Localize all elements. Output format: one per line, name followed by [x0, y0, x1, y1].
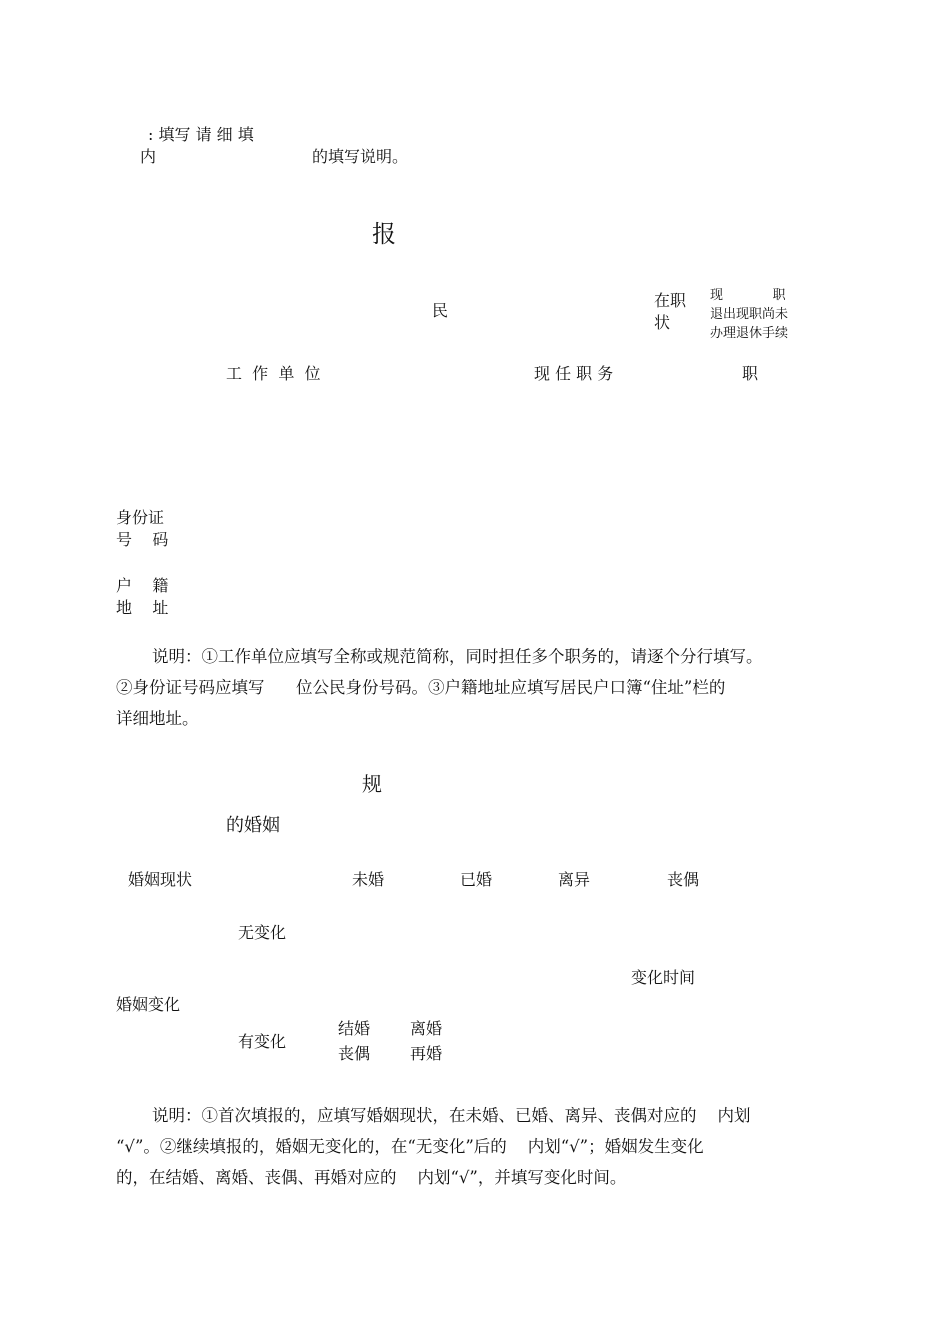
- hukou-label-line-1: 户 籍: [116, 576, 169, 595]
- change-time-label: 变化时间: [631, 968, 696, 987]
- id-label-line-1: 身份证: [116, 508, 165, 527]
- status-married: 已婚: [460, 870, 493, 889]
- marriage-change-label: 婚姻变化: [116, 995, 181, 1014]
- ethnicity-label: 民: [432, 301, 449, 320]
- change-remarriage: 再婚: [410, 1044, 443, 1063]
- work-unit-label: 工 作 单 位: [226, 364, 321, 383]
- position-label: 现 任 职 务: [534, 364, 614, 383]
- report-title: 报: [372, 220, 396, 248]
- has-change-label: 有变化: [238, 1032, 287, 1051]
- intro-line-1: : 填写 请 细 填: [148, 125, 254, 144]
- change-marriage: 结婚: [338, 1019, 371, 1038]
- status-widowed: 丧偶: [667, 870, 700, 889]
- status-divorced: 离异: [558, 870, 591, 889]
- status-option-retired-pending: 退出现职尚未: [710, 307, 789, 322]
- section1-note-line: ②身份证号码应填写 位公民身份号码。③户籍地址应填写居民户口簿“住址”栏的: [116, 678, 726, 697]
- section1-note-line: 说明：①工作单位应填写全称或规范简称，同时担任多个职务的，请逐个分行填写。: [152, 647, 763, 666]
- change-widowed: 丧偶: [338, 1044, 371, 1063]
- status-option-retirement-procedure: 办理退休手续: [710, 326, 789, 341]
- marriage-status-label: 婚姻现状: [128, 870, 193, 889]
- section2-note-line: 说明：①首次填报的，应填写婚姻现状，在未婚、已婚、离异、丧偶对应的 内划: [152, 1106, 751, 1125]
- section2-note-line: “√”。②继续填报的，婚姻无变化的，在“无变化”后的 内划“√”；婚姻发生变化: [116, 1137, 704, 1156]
- status-unmarried: 未婚: [352, 870, 385, 889]
- section1-note: [116, 641, 838, 734]
- status-option-current: 现 职: [710, 288, 786, 303]
- section1-note-line: 详细地址。: [116, 709, 199, 728]
- section2-heading: 规: [362, 772, 382, 796]
- intro-line-2-start: 内: [140, 147, 157, 166]
- change-divorce: 离婚: [410, 1019, 443, 1038]
- status-label: 在职 状: [654, 291, 687, 332]
- no-change-label: 无变化: [238, 923, 287, 942]
- intro-line-2-end: 的填写说明。: [312, 147, 409, 166]
- id-label-line-2: 号 码: [116, 530, 169, 549]
- rank-label: 职: [742, 364, 759, 383]
- section2-subheading: 的婚姻: [226, 815, 280, 836]
- hukou-label-line-2: 地 址: [116, 598, 169, 617]
- section2-note-line: 的，在结婚、离婚、丧偶、再婚对应的 内划“√”，并填写变化时间。: [116, 1168, 627, 1187]
- section2-note: [116, 1100, 838, 1193]
